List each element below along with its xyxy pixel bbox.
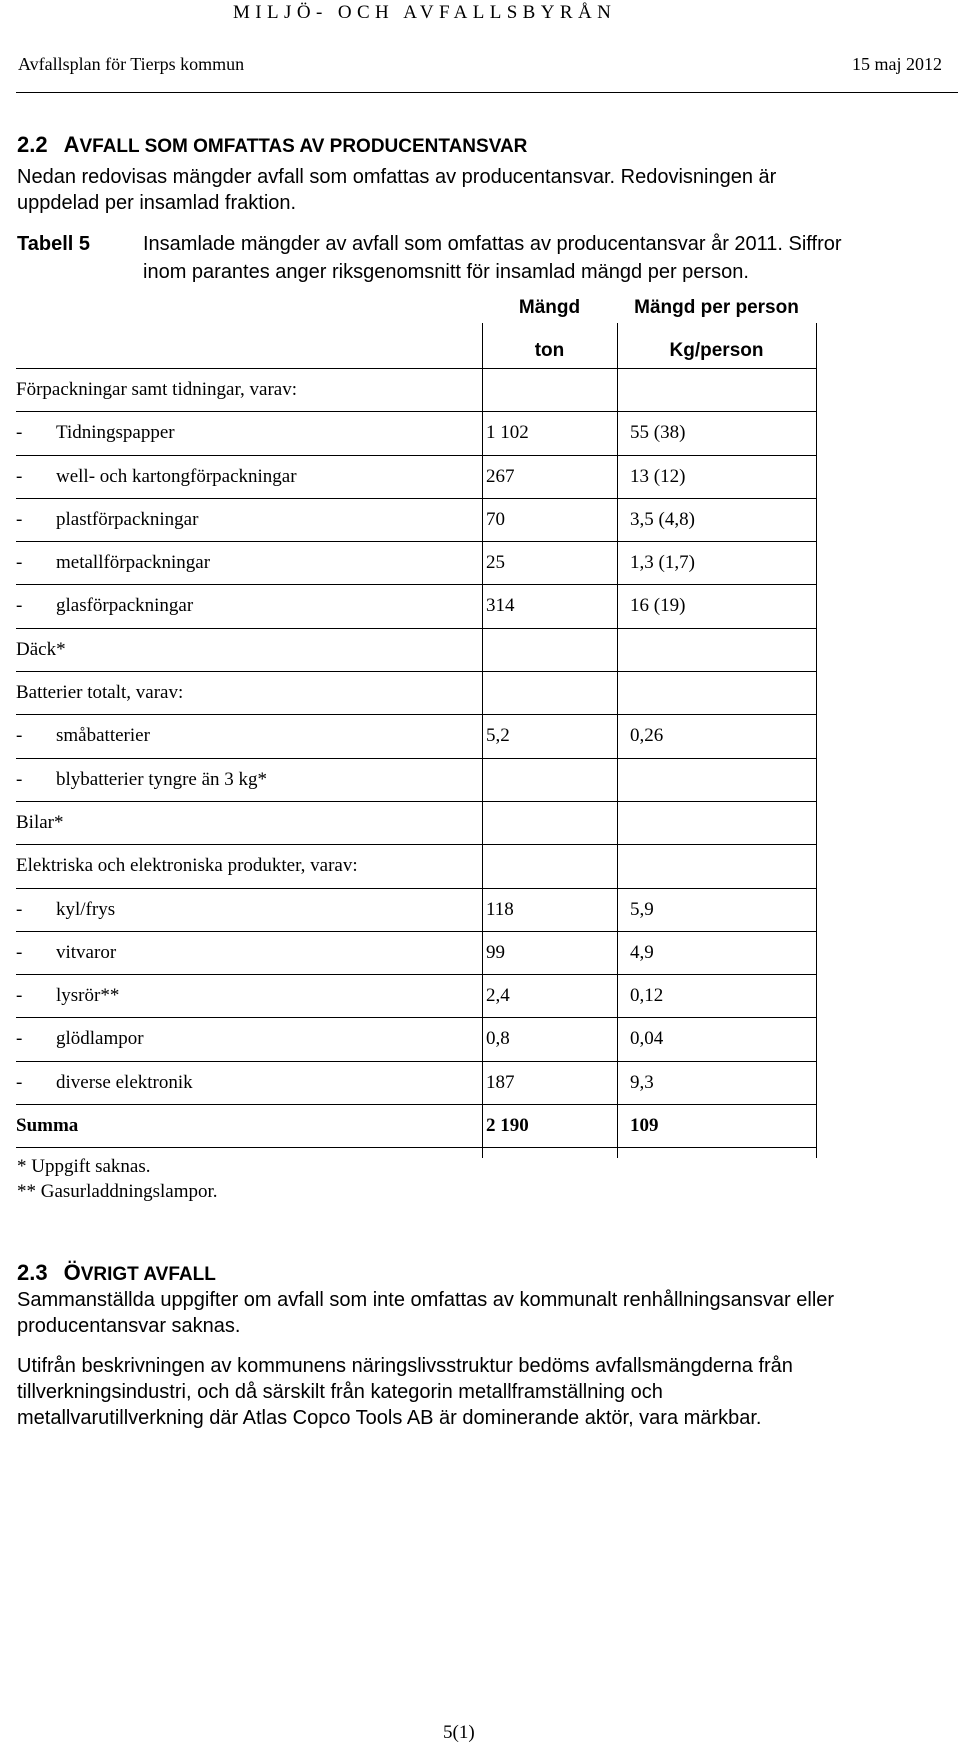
row-label-text: metallförpackningar <box>56 552 211 574</box>
intro-line-1: Nedan redovisas mängder avfall som omfattas av producentansvar. Redovisningen är <box>17 166 777 188</box>
row-label-text: småbatterier <box>56 725 150 747</box>
table-caption-line-2: inom parantes anger riksgenomsnitt för insamlad mängd per person. <box>143 261 749 283</box>
section-title-cap: A <box>63 132 80 157</box>
row-per-person-value <box>630 671 790 714</box>
header-rule <box>16 92 958 93</box>
row-label <box>16 931 116 974</box>
section-title-rest: VRIGT AVFALL <box>80 1264 216 1285</box>
table-row <box>16 1061 912 1104</box>
row-label-text: glasförpackningar <box>56 595 194 617</box>
row-label <box>16 455 297 498</box>
table-row <box>16 974 912 1017</box>
table-row <box>16 671 912 714</box>
row-label-text: vitvaror <box>56 941 117 963</box>
table-row <box>16 801 912 844</box>
row-label <box>16 411 175 454</box>
row-ton-value: 25 <box>486 552 505 574</box>
row-per-person-value: 0,04 <box>630 1028 664 1050</box>
row-dash: - <box>16 508 23 530</box>
table-row <box>16 714 912 757</box>
row-dash: - <box>16 1071 23 1093</box>
table-row <box>16 498 912 541</box>
section-title-rest: VFALL SOM OMFATTAS AV PRODUCENTANSVAR <box>79 136 528 157</box>
section-number: 2.3 <box>17 1260 48 1285</box>
row-label-text: lysrör** <box>56 985 120 1007</box>
row-per-person-value <box>630 758 790 801</box>
row-label-text: Förpackningar samt tidningar, varav: <box>16 379 297 400</box>
row-per-person-value <box>630 368 790 411</box>
row-ton-value: 267 <box>486 465 515 487</box>
row-per-person-value: 55 (38) <box>630 422 686 444</box>
table-row <box>16 455 912 498</box>
table-row <box>16 844 912 887</box>
row-label-text: Batterier totalt, varav: <box>16 682 184 704</box>
row-ton-value <box>486 628 616 671</box>
row-dash: - <box>16 985 23 1007</box>
row-label-text: Elektriska och elektroniska produkter, varav: <box>16 855 358 877</box>
row-dash: - <box>16 465 23 487</box>
row-dash: - <box>16 1028 23 1050</box>
col-pp-header-1: Mängd per person <box>634 297 799 318</box>
row-ton-value: 187 <box>486 1071 515 1093</box>
row-label <box>16 498 198 541</box>
para2-line-1: Utifrån beskrivningen av kommunens näringslivsstruktur bedöms avfallsmängderna från <box>17 1355 793 1377</box>
para2-line-2: tillverkningsindustri, och då särskilt från kategorin metallframställning och <box>17 1381 663 1403</box>
col-ton-header-2: ton <box>534 340 565 361</box>
document-date: 15 maj 2012 <box>852 54 942 74</box>
table-row <box>16 931 912 974</box>
col-ton-header-1: Mängd <box>518 297 581 318</box>
para2-line-3: metallvarutillverkning där Atlas Copco Tools AB är dominerande aktör, vara märkbar. <box>17 1407 762 1429</box>
row-per-person-value: 3,5 (4,8) <box>630 508 695 530</box>
row-ton-value <box>486 844 616 887</box>
row-per-person-value: 4,9 <box>630 941 654 963</box>
page-number: 5(1) <box>443 1722 475 1743</box>
row-label <box>16 368 297 411</box>
table-row <box>16 1017 912 1060</box>
row-label-text: well- och kartongförpackningar <box>56 465 297 487</box>
row-label <box>16 1104 78 1147</box>
section-number: 2.2 <box>17 132 48 157</box>
row-label <box>16 974 119 1017</box>
row-ton-value <box>486 758 616 801</box>
row-dash: - <box>16 941 23 963</box>
row-label <box>16 1061 193 1104</box>
row-ton-value: 0,8 <box>486 1028 510 1050</box>
row-label <box>16 714 150 757</box>
para1-line-1: Sammanställda uppgifter om avfall som inte omfattas av kommunalt renhållningsansvar eller <box>17 1289 835 1311</box>
row-label <box>16 671 183 714</box>
document-title: Avfallsplan för Tierps kommun <box>18 54 245 74</box>
row-per-person-value <box>630 801 790 844</box>
row-dash: - <box>16 595 23 617</box>
row-dash: - <box>16 768 23 790</box>
row-per-person-value: 109 <box>630 1115 659 1137</box>
row-label-text: Däck* <box>16 638 66 660</box>
table-row <box>16 368 912 411</box>
footnote-1: * Uppgift saknas. <box>17 1156 151 1177</box>
row-label <box>16 628 66 671</box>
row-per-person-value: 9,3 <box>630 1071 654 1093</box>
row-ton-value: 70 <box>486 508 505 530</box>
table-sum-row <box>16 1104 912 1147</box>
row-dash: - <box>16 422 23 444</box>
footnote-2: ** Gasurladdningslampor. <box>17 1181 218 1202</box>
row-label-text: glödlampor <box>56 1028 144 1050</box>
table-row <box>16 628 912 671</box>
row-ton-value: 5,2 <box>486 725 510 747</box>
para1-line-2: producentansvar saknas. <box>17 1315 241 1337</box>
row-ton-value <box>486 368 616 411</box>
row-per-person-value: 16 (19) <box>630 595 686 617</box>
row-label-text: diverse elektronik <box>56 1071 193 1093</box>
table-row <box>16 584 912 627</box>
row-ton-value <box>486 671 616 714</box>
table-row <box>16 888 912 931</box>
row-per-person-value <box>630 628 790 671</box>
row-per-person-value: 5,9 <box>630 898 654 920</box>
row-ton-value: 2 190 <box>486 1115 529 1137</box>
row-ton-value: 118 <box>486 898 514 920</box>
table-row <box>16 411 912 454</box>
row-per-person-value: 0,26 <box>630 725 664 747</box>
row-label <box>16 888 115 931</box>
row-ton-value: 2,4 <box>486 985 510 1007</box>
table-caption-line-1: Insamlade mängder av avfall som omfattas av producentansvar år 2011. Siffror <box>143 233 842 255</box>
row-per-person-value: 1,3 (1,7) <box>630 552 695 574</box>
row-ton-value: 314 <box>486 595 515 617</box>
row-per-person-value: 13 (12) <box>630 465 686 487</box>
row-label-text: plastförpackningar <box>56 508 199 530</box>
row-label <box>16 801 64 844</box>
row-per-person-value: 0,12 <box>630 985 664 1007</box>
row-label <box>16 844 358 887</box>
table-row <box>16 541 912 584</box>
row-label <box>16 1017 144 1060</box>
agency-name: MILJÖ- OCH AVFALLSBYRÅN <box>233 2 617 23</box>
table-bottom-rule <box>16 1147 816 1148</box>
row-ton-value: 99 <box>486 941 505 963</box>
row-per-person-value <box>630 844 790 887</box>
row-ton-value <box>486 801 616 844</box>
row-dash: - <box>16 725 23 747</box>
table-label: Tabell 5 <box>17 233 90 255</box>
row-label <box>16 541 210 584</box>
row-ton-value: 1 102 <box>486 422 529 444</box>
col-pp-header-2: Kg/person <box>669 340 764 361</box>
section-2-3-heading <box>17 1260 216 1286</box>
section-title-cap: Ö <box>63 1260 81 1285</box>
row-label-text: Summa <box>16 1115 79 1137</box>
row-label-text: kyl/frys <box>56 898 116 920</box>
row-label-text: blybatterier tyngre än 3 kg* <box>56 768 268 790</box>
row-label <box>16 758 267 801</box>
row-label-text: Tidningspapper <box>56 422 175 444</box>
row-label-text: Bilar* <box>16 811 64 833</box>
intro-line-2: uppdelad per insamlad fraktion. <box>17 192 297 214</box>
row-label <box>16 584 193 627</box>
table-row <box>16 758 912 801</box>
section-2-2-heading <box>17 132 527 158</box>
row-dash: - <box>16 552 23 574</box>
row-dash: - <box>16 898 23 920</box>
